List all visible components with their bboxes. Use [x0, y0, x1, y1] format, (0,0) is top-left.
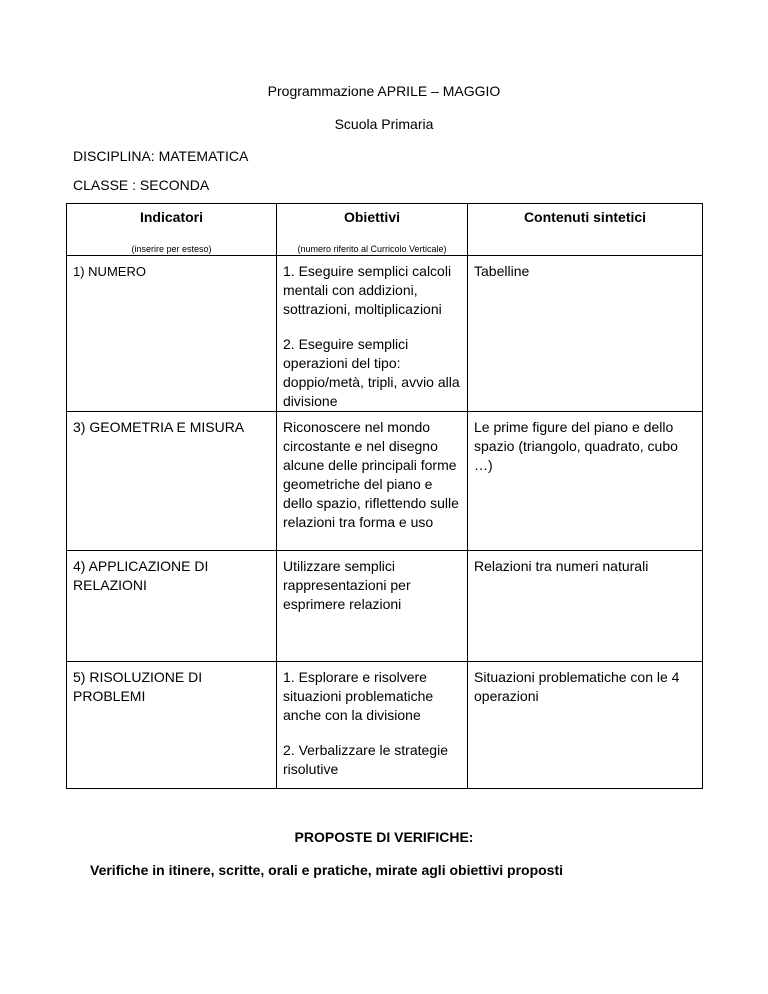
table-row [67, 412, 703, 551]
objective-item: 2. Verbalizzare le strategie risolutive [283, 742, 448, 777]
content-text: Situazioni problematiche con le 4 operazioni [474, 669, 680, 704]
class-label: CLASSE : SECONDA [73, 177, 210, 193]
document-title: Programmazione APRILE – MAGGIO [267, 83, 501, 99]
indicator-text: 1) NUMERO [73, 264, 146, 279]
indicator-text: 5) RISOLUZIONE DI PROBLEMI [73, 669, 203, 704]
objectives-cell [277, 551, 468, 662]
objectives-cell [277, 412, 468, 551]
objectives-cell [277, 662, 468, 789]
table-row [67, 551, 703, 662]
indicator-cell [67, 412, 277, 551]
content-text: Tabelline [474, 263, 530, 279]
column-header-note: (inserire per esteso) [131, 244, 212, 254]
verification-title: PROPOSTE DI VERIFICHE: [294, 829, 474, 845]
indicator-text: 3) GEOMETRIA E MISURA [73, 419, 245, 435]
programming-table [66, 203, 703, 789]
indicator-cell [67, 551, 277, 662]
column-header-label: Indicatori [139, 209, 203, 225]
column-header-label: Contenuti sintetici [523, 209, 647, 225]
indicator-cell [67, 256, 277, 412]
objective-item: 1. Esplorare e risolvere situazioni problematiche anche con la divisione [283, 669, 434, 723]
column-header-indicators [67, 204, 277, 256]
objective-item: 1. Eseguire semplici calcoli mentali con addizioni, sottrazioni, moltiplicazioni [283, 263, 452, 317]
column-header-label: Obiettivi [343, 209, 400, 225]
objective-item: Utilizzare semplici rappresentazioni per esprimere relazioni [283, 558, 411, 612]
content-text: Le prime figure del piano e dello spazio (triangolo, quadrato, cubo …) [474, 419, 678, 473]
content-cell [468, 256, 703, 412]
objectives-cell [277, 256, 468, 412]
indicator-text: 4) APPLICAZIONE DI RELAZIONI [73, 558, 209, 593]
verification-text: Verifiche in itinere, scritte, orali e pratiche, mirate agli obiettivi proposti [90, 862, 564, 878]
content-cell [468, 662, 703, 789]
column-header-objectives [277, 204, 468, 256]
objective-item: Riconoscere nel mondo circostante e nel disegno alcune delle principali forme geometriche del piano e dello spazio, riflettendo sulle relazioni tra forma e uso [283, 419, 459, 530]
content-cell [468, 551, 703, 662]
discipline-label: DISCIPLINA: MATEMATICA [73, 148, 249, 164]
content-cell [468, 412, 703, 551]
content-text: Relazioni tra numeri naturali [474, 558, 649, 574]
indicator-cell [67, 662, 277, 789]
table-row [67, 256, 703, 412]
objective-item: 2. Eseguire semplici operazioni del tipo: doppio/metà, tripli, avvio alla divisione [283, 336, 460, 409]
column-header-note: (numero riferito al Curricolo Verticale) [297, 244, 447, 254]
table-header-row [67, 204, 703, 256]
table-row [67, 662, 703, 789]
column-header-contents [468, 204, 703, 256]
school-name: Scuola Primaria [334, 116, 434, 132]
